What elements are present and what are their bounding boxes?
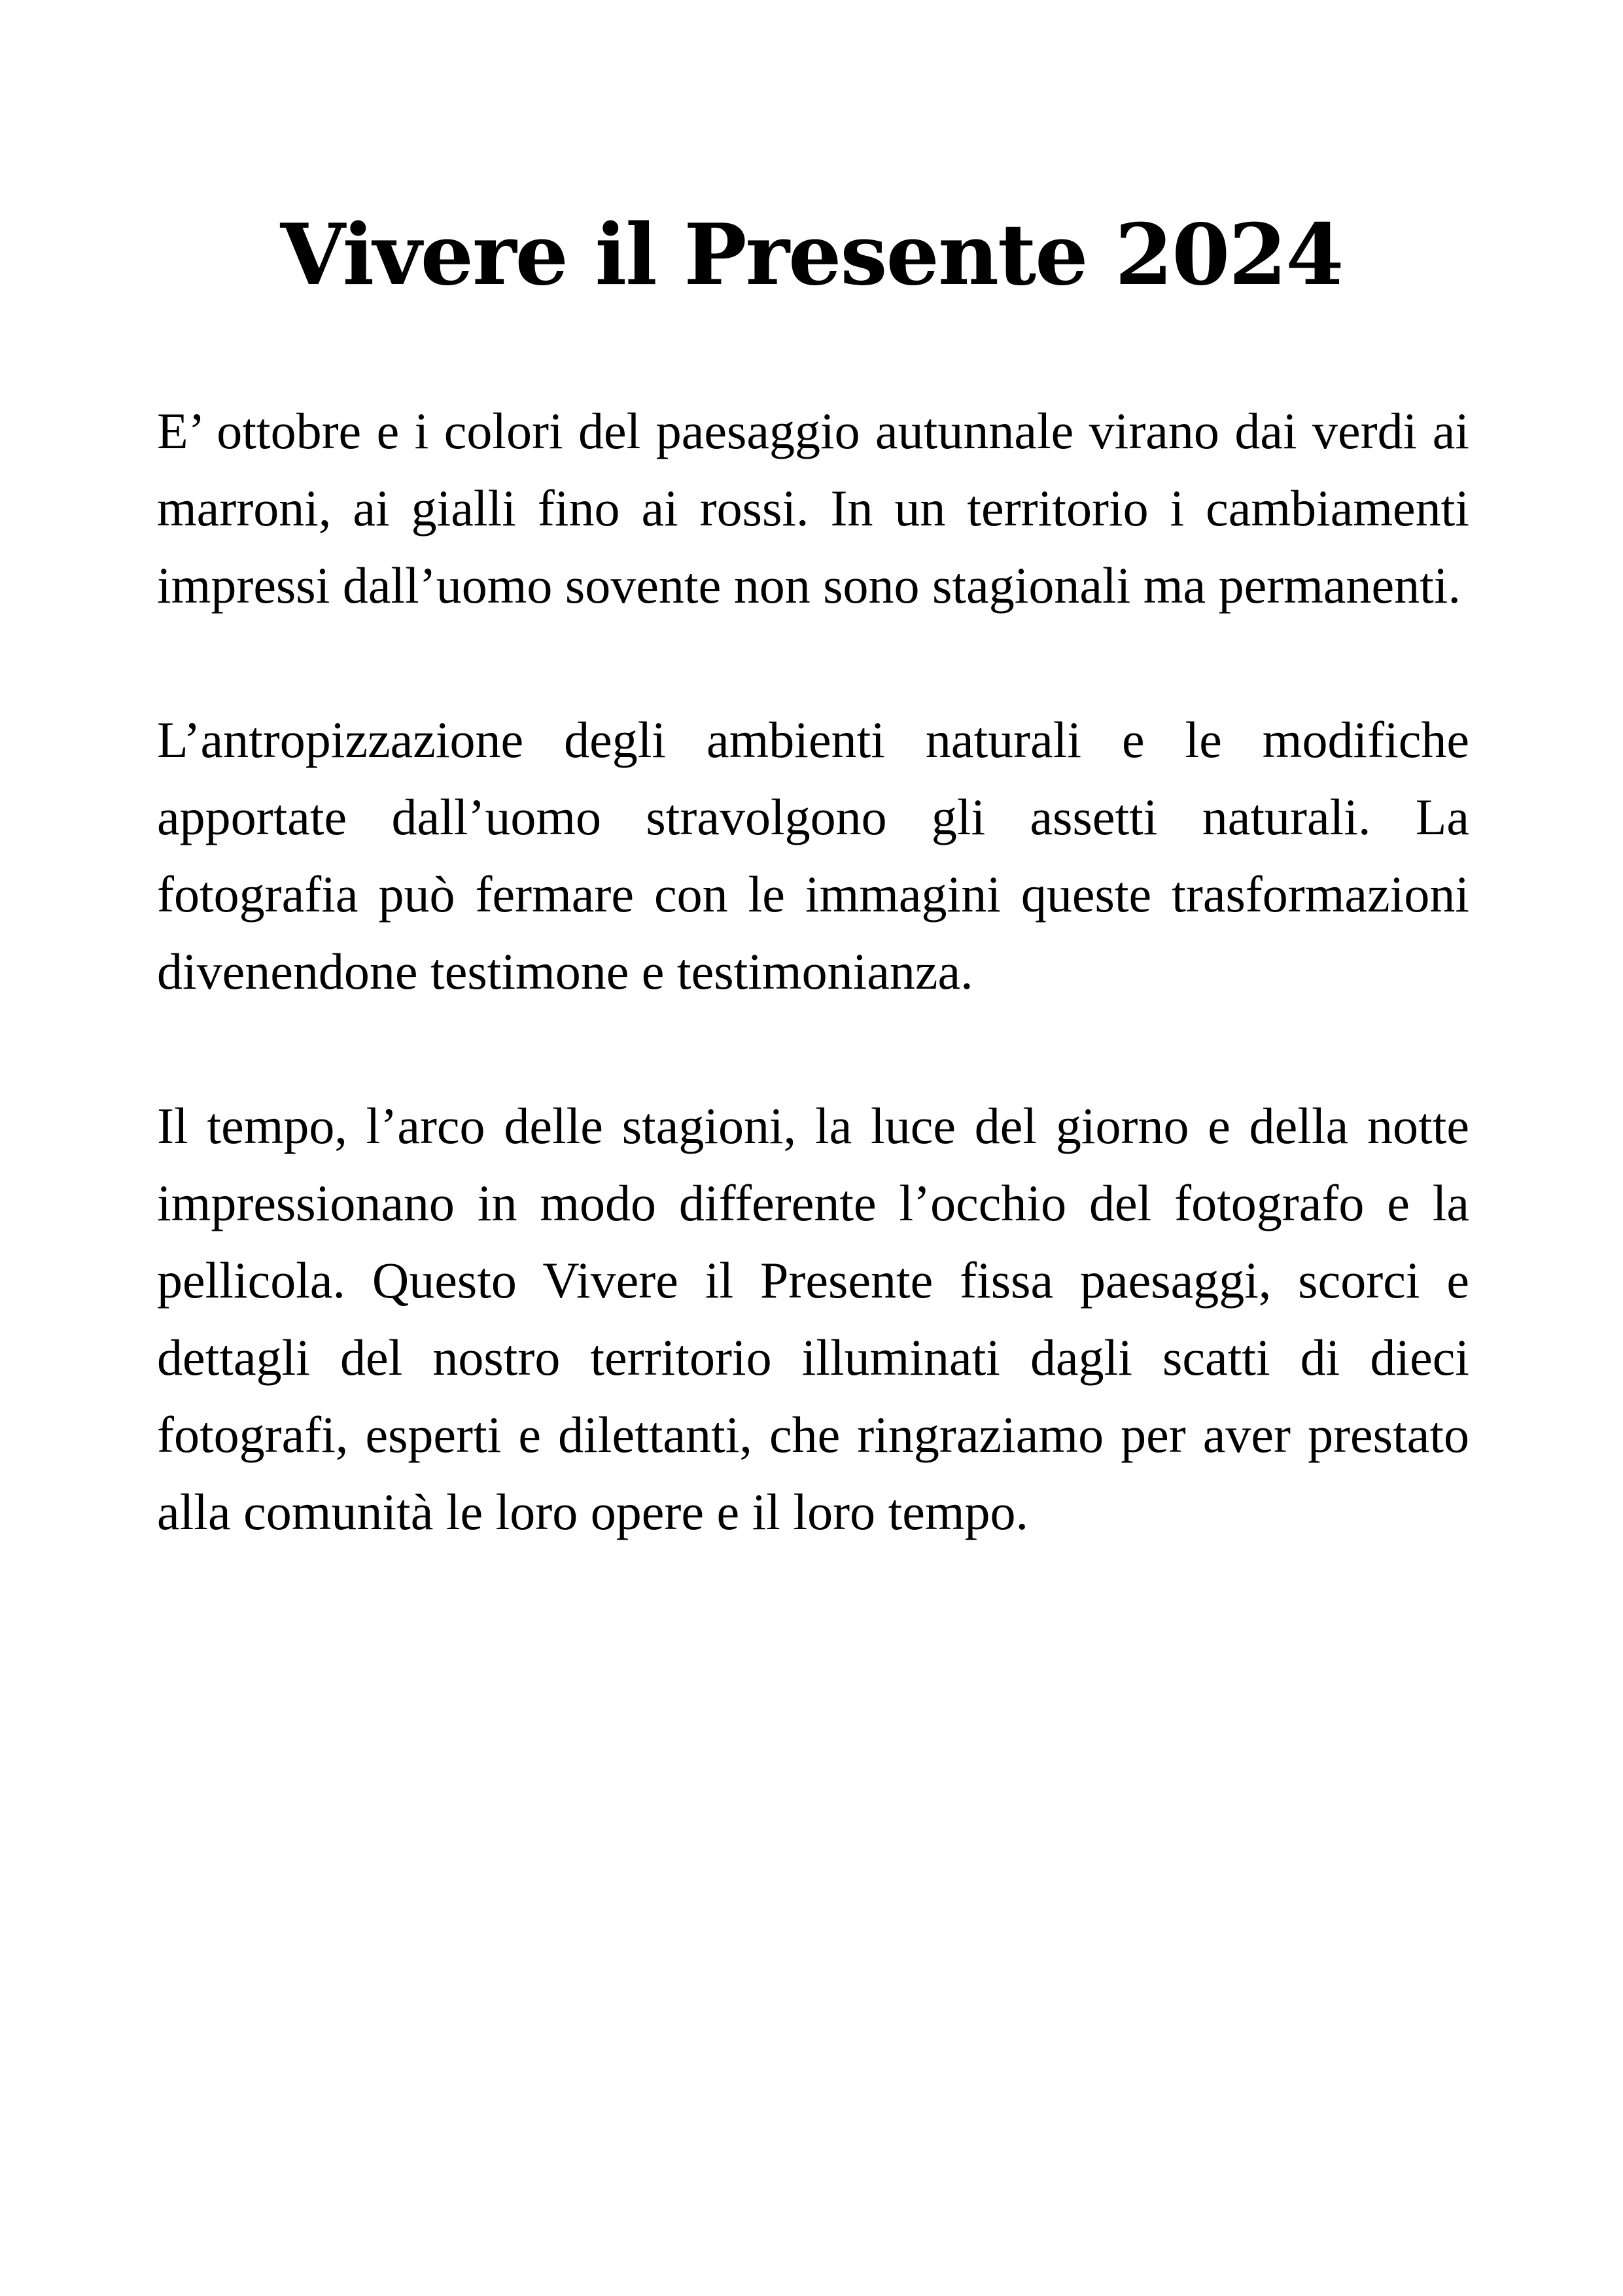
paragraph-1: E’ ottobre e i colori del paesaggio autunnale virano dai verdi ai marroni, ai gialli fino ai rossi. In un territorio i cambiamenti impressi dall’uomo sovente non sono stagionali ma permanenti. <box>157 402 1469 614</box>
document-title: Vivere il Presente 2024 <box>280 206 1343 304</box>
paragraph-3: Il tempo, l’arco delle stagioni, la luce del giorno e della notte impressionano in modo differente l’occhio del fotografo e la pellicola. Questo Vivere il Presente fissa paesaggi, scorci e dettagli del nostro territorio illuminati dagli scatti di dieci fotografi, esperti e dilettanti, che ringraziamo per aver prestato alla comunità le loro opere e il loro tempo. <box>157 1097 1469 1540</box>
document-body <box>157 393 1469 1551</box>
paragraph-2: L’antropizzazione degli ambienti naturali e le modifiche apportate dall’uomo stravolgono gli assetti naturali. La fotografia può fermare con le immagini queste trasformazioni divenendone testimone e testimonianza. <box>157 711 1469 1000</box>
